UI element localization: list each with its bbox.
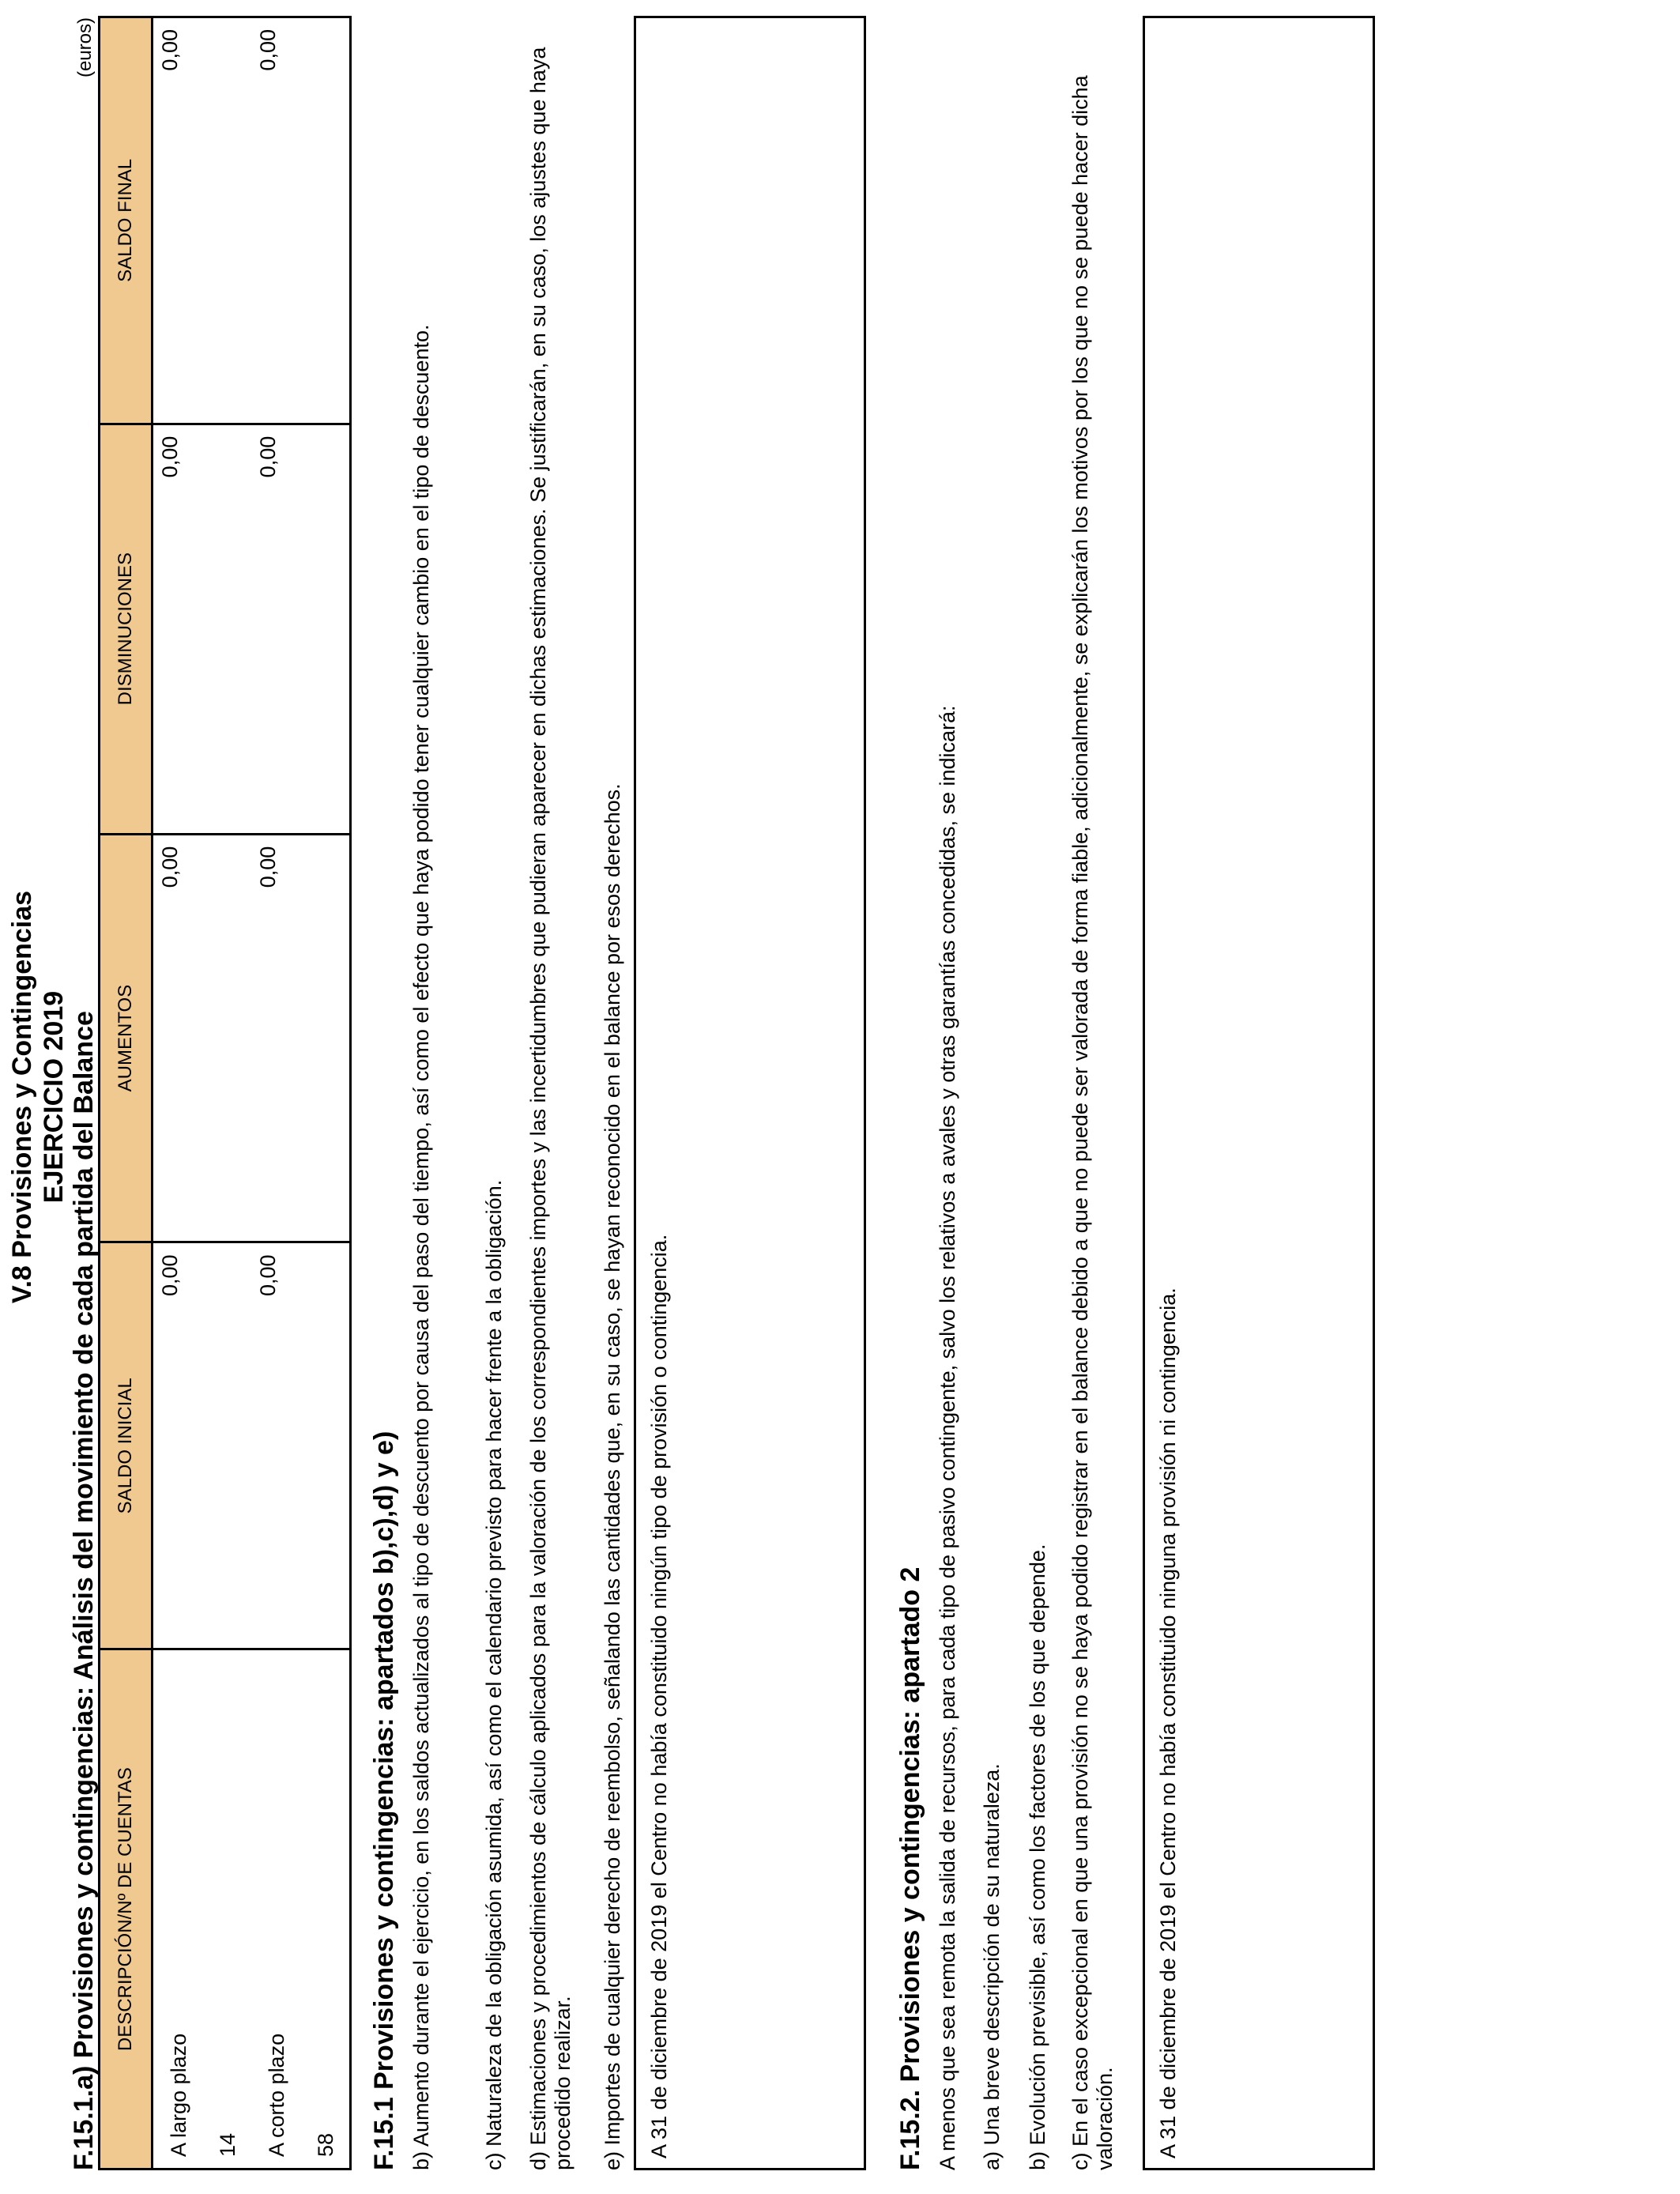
cell-aumentos: 0,00 bbox=[153, 834, 205, 1242]
section-b-note-box bbox=[634, 16, 866, 2170]
section-c-note-box bbox=[1143, 16, 1375, 2170]
section-c-item-c: c) En el caso excepcional en que una provisión no se haya podido registrar en el balance debido a que no puede ser valorada de forma fiable, adicionalmente, se explicarán los motivos por los que no se puede hacer dicha valoración. bbox=[1068, 75, 1117, 2170]
row-description: A largo plazo bbox=[153, 1649, 205, 2169]
cell-aumentos: 0,00 bbox=[251, 834, 303, 1242]
section-c-heading: F.15.2. Provisiones y contingencias: apartado 2 bbox=[895, 1566, 925, 2170]
section-c-intro: A menos que sea remota la salida de recursos, para cada tipo de pasivo contingente, salvo los relativos a avales y otras garantías concedidas, se indicará: bbox=[936, 705, 959, 2170]
col-header-aumentos: AUMENTOS bbox=[100, 834, 153, 1242]
row-description: A corto plazo bbox=[251, 1649, 303, 2169]
table-row bbox=[303, 17, 351, 2169]
cell-disminuciones: 0,00 bbox=[153, 424, 205, 834]
section-b-heading: F.15.1 Provisiones y contingencias: apartados b),c),d) y e) bbox=[369, 1431, 399, 2170]
cell-saldo-inicial: 0,00 bbox=[153, 1242, 205, 1649]
section-b-item-e: e) Importes de cualquier derecho de reembolso, señalando las cantidades que, en su caso, se hayan reconocido en el balance por esos derechos. bbox=[601, 783, 624, 2170]
cell-saldo-final: 0,00 bbox=[153, 17, 205, 424]
row-account-number: 58 bbox=[303, 1649, 351, 2169]
section-a-heading: F.15.1.a) Provisiones y contingencias: Análisis del movimiento de cada partida del Balance bbox=[69, 1011, 99, 2170]
unit-label: (euros) bbox=[74, 17, 96, 78]
provisions-movement-table bbox=[98, 16, 352, 2170]
document-subtitle: EJERCICIO 2019 bbox=[39, 990, 69, 1204]
col-header-disminuciones: DISMINUCIONES bbox=[100, 424, 153, 834]
col-header-description: DESCRIPCIÓN/Nº DE CUENTAS bbox=[100, 1649, 153, 2169]
col-header-saldo-inicial: SALDO INICIAL bbox=[100, 1242, 153, 1649]
section-c-note: A 31 de diciembre de 2019 el Centro no había constituido ninguna provisión ni contingencia. bbox=[1156, 1287, 1180, 2158]
table-header-row bbox=[100, 17, 153, 2169]
cell-saldo-final: 0,00 bbox=[251, 17, 303, 424]
cell-saldo-inicial: 0,00 bbox=[251, 1242, 303, 1649]
table-row bbox=[251, 17, 303, 2169]
section-b-item-b: b) Aumento durante el ejercicio, en los saldos actualizados al tipo de descuento por causa del paso del tiempo, así como el efecto que haya podido tener cualquier cambio en el tipo de descuento. bbox=[409, 324, 433, 2170]
document-title: V.8 Provisiones y Contingencias bbox=[7, 890, 37, 1304]
section-c-item-b: b) Evolución previsible, así como los factores de los que depende. bbox=[1026, 1544, 1049, 2170]
section-b-item-c: c) Naturaleza de la obligación asumida, así como el calendario previsto para hacer frente a la obligación. bbox=[482, 1179, 506, 2170]
table-row bbox=[205, 17, 251, 2169]
row-account-number: 14 bbox=[205, 1649, 251, 2169]
cell-disminuciones: 0,00 bbox=[251, 424, 303, 834]
section-b-item-d: d) Estimaciones y procedimientos de cálculo aplicados para la valoración de los correspondientes importes y las incertidumbres que pudieran aparecer en dichas estimaciones. Se justificarán, en su caso, los ajustes que haya procedido realizar. bbox=[526, 47, 574, 2170]
section-b-note: A 31 de diciembre de 2019 el Centro no había constituido ningún tipo de provisión o contingencia. bbox=[647, 1234, 671, 2158]
col-header-saldo-final: SALDO FINAL bbox=[100, 17, 153, 424]
table-row bbox=[153, 17, 205, 2169]
section-c-item-a: a) Una breve descripción de su naturaleza. bbox=[980, 1763, 1004, 2170]
